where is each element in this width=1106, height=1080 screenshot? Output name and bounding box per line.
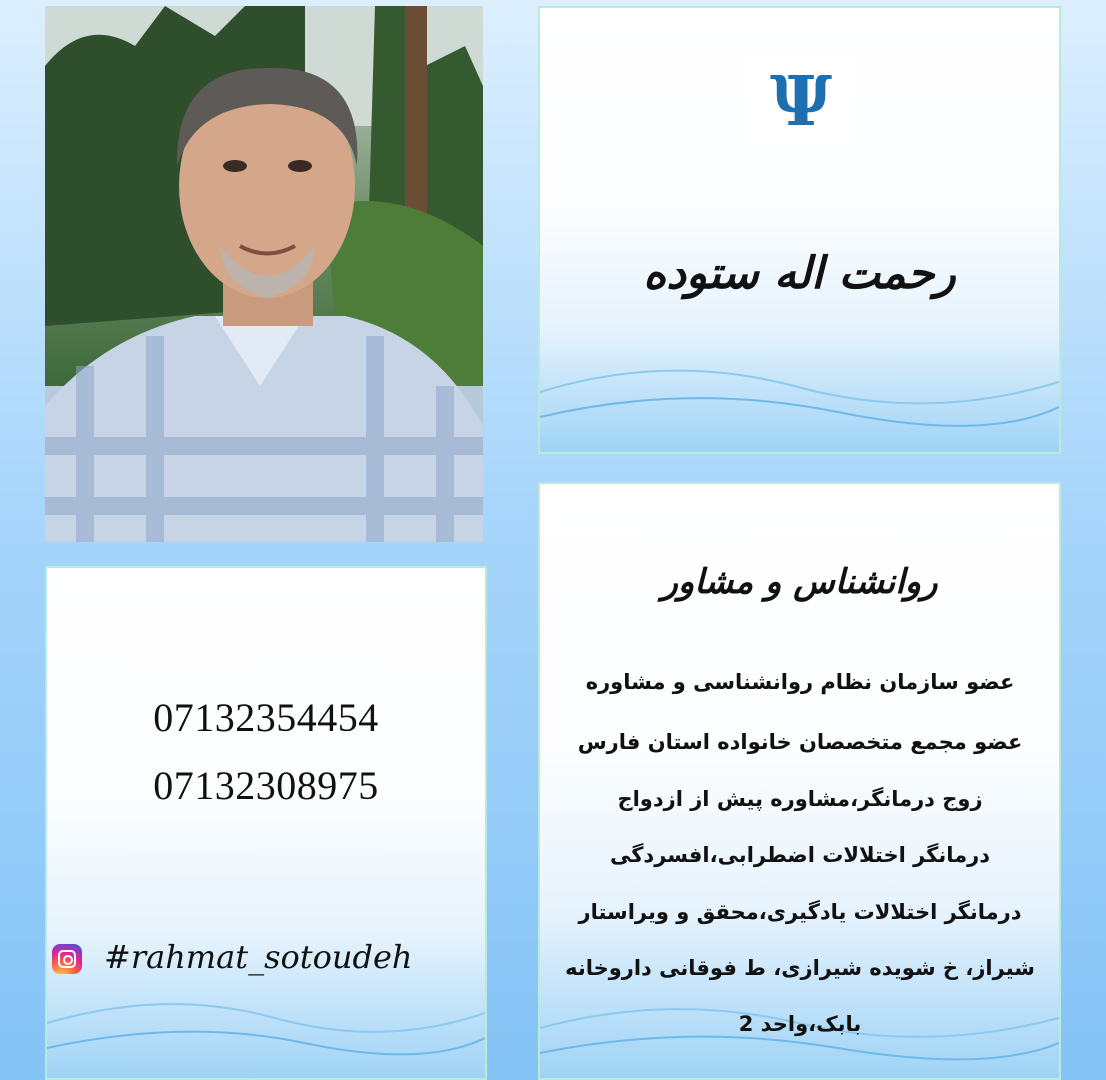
instagram-handle[interactable]: #rahmat_sotoudeh bbox=[104, 938, 413, 976]
info-line: زوج درمانگر،مشاوره پیش از ازدواج bbox=[617, 787, 983, 811]
info-line: درمانگر اختلالات یادگیری،محقق و ویراستار bbox=[578, 900, 1022, 924]
person-name: رحمت اله ستوده bbox=[643, 248, 956, 299]
info-line: بابک،واحد 2 bbox=[738, 1012, 862, 1036]
phone-number[interactable]: 07132354454 bbox=[153, 695, 379, 740]
contact-card bbox=[45, 566, 487, 1080]
info-line: درمانگر اختلالات اضطرابی،افسردگی bbox=[609, 843, 991, 867]
info-line: عضو مجمع متخصصان خانواده استان فارس bbox=[577, 730, 1023, 754]
logo-box bbox=[746, 56, 856, 144]
phone-number[interactable]: 07132308975 bbox=[153, 763, 379, 808]
portrait-photo bbox=[45, 6, 483, 542]
instagram-icon[interactable] bbox=[52, 944, 82, 974]
info-line: شیراز، خ شویده شیرازی، ط فوقانی داروخانه bbox=[565, 956, 1035, 980]
profession-title: روانشناس و مشاور bbox=[661, 562, 938, 602]
psi-logo-icon: Ψ bbox=[769, 62, 833, 142]
portrait-illustration bbox=[45, 6, 483, 542]
info-line: عضو سازمان نظام روانشناسی و مشاوره bbox=[585, 670, 1015, 694]
wave-decoration bbox=[540, 312, 1059, 452]
